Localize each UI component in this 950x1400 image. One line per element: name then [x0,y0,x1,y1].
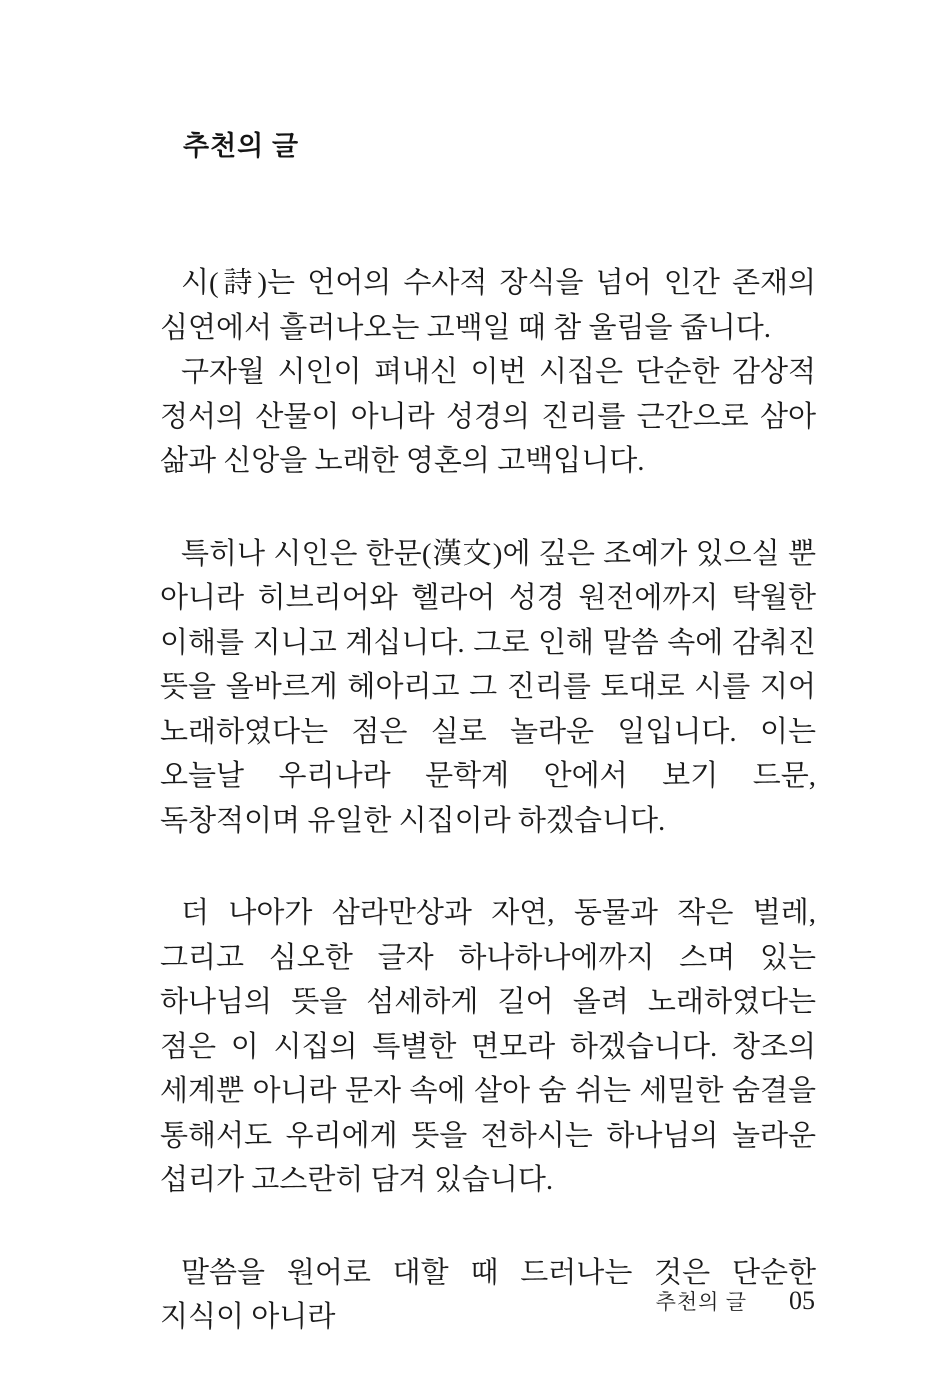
paragraph-4: 더 나아가 삼라만상과 자연, 동물과 작은 벌레, 그리고 심오한 글자 하나하나에까지 스며 있는 하나님의 뜻을 섬세하게 길어 올려 노래하였다는 점은 이 시집의 특별한 면모라 하겠습니다. 창조의 세계뿐 아니라 문자 속에 살아 숨 쉬는 세밀한 숨결을 통해서도 우리에게 뜻을 전하시는 하나님의 놀라운 섭리가 고스란히 담겨 있습니다. [160,897,816,1196]
page-title: 추천의 글 [183,131,300,161]
paragraph-2: 구자월 시인이 펴내신 이번 시집은 단순한 감상적 정서의 산물이 아니라 성경의 진리를 근간으로 삼아 삶과 신앙을 노래한 영혼의 고백입니다. [160,356,816,477]
paragraph-3: 특히나 시인은 한문(漢文)에 깊은 조예가 있으실 뿐 아니라 히브리어와 헬라어 성경 원전에까지 탁월한 이해를 지니고 계십니다. 그로 인해 말씀 속에 감춰진 뜻을 올바르게 헤아리고 그 진리를 토대로 시를 지어 노래하였다는 점은 실로 놀라운 일입니다. 이는 오늘날 우리나라 문학계 안에서 보기 드문, 독창적이며 유일한 시집이라 하겠습니다. [160,537,816,837]
body-text [160,261,816,1340]
footer-page-number: 05 [789,1286,815,1315]
page-footer [656,1286,815,1316]
paragraph-1: 시(詩)는 언어의 수사적 장식을 넘어 인간 존재의 심연에서 흘러나오는 고백일 때 참 울림을 줍니다. [160,267,816,344]
footer-section-label: 추천의 글 [655,1290,747,1314]
paragraph-5: 말씀을 원어로 대할 때 드러나는 것은 단순한 지식이 아니라 [160,1256,816,1333]
